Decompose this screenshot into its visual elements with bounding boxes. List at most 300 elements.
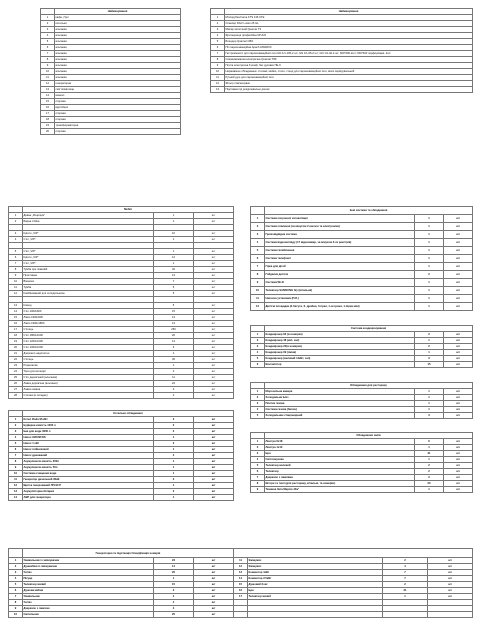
table-row <box>251 362 473 368</box>
item-unit: шт <box>194 588 234 594</box>
item-name: Стіл 1000х600 <box>23 309 154 315</box>
item-unit: шт <box>444 332 473 338</box>
table-row <box>251 279 473 287</box>
item-unit: шт <box>444 487 473 493</box>
item-unit: шт <box>444 215 473 223</box>
item-quantity: 1 <box>154 261 194 267</box>
item-unit: шт <box>194 612 234 618</box>
item-quantity: 1 <box>415 255 444 263</box>
item-name: Бра <box>265 451 415 457</box>
row-number: 17 <box>9 327 23 333</box>
row-number: 6 <box>41 45 55 51</box>
item-unit: шт <box>194 237 234 243</box>
row-number: 23 <box>9 363 23 369</box>
row-number: 6 <box>251 362 265 368</box>
item-quantity: 1 <box>154 447 194 453</box>
item-unit: шт <box>444 401 473 407</box>
row-number: 12 <box>9 291 23 297</box>
table-header: Меблі <box>23 207 234 213</box>
item-name: Дзеркало з лампами <box>265 475 415 481</box>
item-quantity: 2 <box>154 369 194 375</box>
item-name: кафе „Грог <box>55 15 181 21</box>
row-number: 28 <box>9 393 23 399</box>
item-name: Змішувач <box>248 558 383 564</box>
item-unit: шт <box>444 255 473 263</box>
item-unit: шт <box>444 263 473 271</box>
item-name: Плита електрична 6 конф. без духовки ПЕ-6 <box>225 63 473 69</box>
item-unit: шт <box>194 582 234 588</box>
item-name: Душкабіна із змішувачем <box>23 564 154 570</box>
item-unit: шт <box>444 469 473 475</box>
item-quantity: 1 <box>415 295 444 303</box>
item-quantity: 4 <box>154 606 194 612</box>
item-unit: шт <box>444 481 473 487</box>
item-name: АВР для генератора <box>23 495 154 501</box>
item-name: Гойдалка дитяча <box>265 271 415 279</box>
item-name: генераторна <box>55 81 181 87</box>
row-number: 4 <box>9 576 23 582</box>
table-header: Генераторна та підстанція Спеціфікація номерів <box>23 549 234 558</box>
item-name: Система очищення води <box>23 471 154 477</box>
item-name: Кондиціонер 48 (міл. зал) <box>265 338 415 344</box>
item-unit: шт <box>194 315 234 321</box>
item-unit: шт <box>194 465 234 471</box>
item-name: Телевізор SAMSUNG б/у (вітальня) <box>265 287 415 295</box>
row-number: 12 <box>211 81 225 87</box>
item-quantity: 2 <box>415 344 444 350</box>
item-unit: шт <box>444 279 473 287</box>
item-unit: шт <box>194 429 234 435</box>
item-name: Котел Roda 96 кВт <box>23 417 154 423</box>
item-quantity: 2 <box>383 558 428 564</box>
item-unit: шт <box>444 395 473 401</box>
row-number: 3 <box>251 231 265 239</box>
furniture-table <box>8 206 233 399</box>
row-number: 1 <box>41 15 55 21</box>
item-name: Насос 1 кВт <box>23 441 154 447</box>
item-quantity: 4 <box>154 594 194 600</box>
item-unit: шт <box>444 439 473 445</box>
row-number: 14 <box>9 309 23 315</box>
item-quantity: 13 <box>154 315 194 321</box>
row-number: 5 <box>251 413 265 419</box>
item-quantity: 15 <box>154 582 194 588</box>
item-unit: шт <box>444 287 473 295</box>
table-row <box>251 413 473 419</box>
row-number: 5 <box>9 249 23 255</box>
row-number: 13 <box>211 87 225 93</box>
row-number: 9 <box>211 63 225 69</box>
item-name: Насос дренажний <box>23 453 154 459</box>
item-name: Умивальник <box>23 594 154 600</box>
row-number: 7 <box>9 594 23 600</box>
item-quantity: 1 <box>154 465 194 471</box>
item-quantity: 11 <box>154 375 194 381</box>
row-number: 15 <box>41 99 55 105</box>
item-quantity: 2 <box>154 423 194 429</box>
item-quantity: 12 <box>154 255 194 261</box>
item-unit: шт <box>194 267 234 273</box>
item-unit: шт <box>444 271 473 279</box>
table-header: Котельня обладнання <box>23 411 234 417</box>
item-quantity: 5 <box>154 285 194 291</box>
table-row <box>41 129 181 135</box>
item-name: Кондиціонер 60 (в номерах) <box>265 332 415 338</box>
item-unit: шт <box>194 477 234 483</box>
item-unit: шт <box>428 558 473 564</box>
item-quantity: 1 <box>154 219 194 225</box>
item-unit: шт <box>444 389 473 395</box>
item-name: Генератор дизельний 30кВ <box>23 477 154 483</box>
row-number: 7 <box>251 475 265 481</box>
item-name: Нержавіюче обладнання: стелажі, мийки, столи, стенд для пароконвекційної печі, візок сервірувальний <box>225 69 473 75</box>
row-number: 6 <box>9 588 23 594</box>
row-number: 7 <box>211 51 225 57</box>
item-name: Конвектор 1кВт <box>248 570 383 576</box>
item-unit: шт <box>194 357 234 363</box>
item-name: Телевізор <box>265 469 415 475</box>
item-quantity: 15 <box>154 309 194 315</box>
table-row <box>251 255 473 263</box>
item-name: Ручний душ для пароконвекційної печі <box>225 75 473 81</box>
item-unit: шт <box>444 451 473 457</box>
item-unit: шт <box>194 447 234 453</box>
row-number: 12 <box>251 303 265 311</box>
item-unit: шт <box>444 356 473 362</box>
item-quantity: 1 <box>154 471 194 477</box>
row-number: 5 <box>211 39 225 45</box>
item-unit: шт <box>444 362 473 368</box>
halls-table <box>250 432 472 493</box>
row-number: 7 <box>9 261 23 267</box>
item-quantity: 250 <box>154 327 194 333</box>
item-unit: шт <box>194 417 234 423</box>
row-number: 13 <box>9 303 23 309</box>
item-quantity: 26 <box>154 333 194 339</box>
row-number: 11 <box>41 75 55 81</box>
item-unit: шт <box>428 576 473 582</box>
item-quantity: 2 <box>415 475 444 481</box>
rooms-spec-table <box>8 548 472 618</box>
item-unit: шт <box>194 387 234 393</box>
table-row <box>251 271 473 279</box>
item-unit <box>428 612 473 618</box>
item-unit: шт <box>194 291 234 297</box>
row-number: 14 <box>41 93 55 99</box>
item-name: альтанка <box>55 69 181 75</box>
row-number: 9 <box>251 487 265 493</box>
item-quantity: 2 <box>154 429 194 435</box>
item-quantity: 1 <box>415 445 444 451</box>
item-name: огорожа <box>55 99 181 105</box>
item-quantity: 1 <box>415 303 444 311</box>
row-number: 19 <box>41 123 55 129</box>
item-name: трансформаторна <box>55 123 181 129</box>
item-name: Міксер молочний Quamar T2 <box>225 27 473 33</box>
item-quantity: 1 <box>415 457 444 463</box>
item-name: Плитка газова <box>265 401 415 407</box>
item-name: Пісуар <box>23 576 154 582</box>
item-name: котельня <box>55 21 181 27</box>
item-unit: шт <box>194 339 234 345</box>
item-unit: шт <box>194 606 234 612</box>
item-unit: шт <box>194 369 234 375</box>
item-quantity: 2 <box>154 588 194 594</box>
item-quantity: 2 <box>154 393 194 399</box>
row-number: 8 <box>9 267 23 273</box>
item-unit: шт <box>444 407 473 413</box>
item-name: Стіл дерев'яний (альтанки) <box>23 375 154 381</box>
item-name: Диван „Рецепція" <box>23 213 154 219</box>
item-unit: шт <box>444 413 473 419</box>
item-quantity: 1 <box>415 239 444 247</box>
item-unit: шт <box>444 457 473 463</box>
item-name: Стіл „VIP" <box>23 261 154 267</box>
item-name: Душовий бокс <box>248 582 383 588</box>
row-number: 4 <box>251 239 265 247</box>
item-quantity: 2 <box>154 441 194 447</box>
item-name: Роздягалка <box>23 363 154 369</box>
item-name: альтанка <box>55 63 181 69</box>
item-quantity: 1 <box>383 594 428 600</box>
item-unit: шт <box>444 295 473 303</box>
row-number: 9 <box>9 465 23 471</box>
item-unit: шт <box>194 564 234 570</box>
item-unit: шт <box>444 445 473 451</box>
item-name: Стіл „VIP" <box>23 237 154 243</box>
row-number: 4 <box>251 350 265 356</box>
table-header: Система кондиціонування <box>265 326 473 332</box>
item-unit: шт <box>194 435 234 441</box>
row-number: 2 <box>9 219 23 225</box>
item-unit: шт <box>428 564 473 570</box>
table-row <box>211 87 473 93</box>
item-quantity: 1 <box>415 279 444 287</box>
item-name: відстійник <box>55 105 181 111</box>
item-quantity: 1 <box>154 483 194 489</box>
item-name: Трон для молодят <box>23 369 154 375</box>
row-number: 13 <box>41 87 55 93</box>
row-number: 18 <box>9 333 23 339</box>
item-unit: шт <box>194 459 234 465</box>
item-quantity: 3 <box>415 356 444 362</box>
item-name: сміттєзвалище <box>55 87 181 93</box>
row-number: 11 <box>211 75 225 81</box>
row-number: 2 <box>41 21 55 27</box>
item-unit: шт <box>194 495 234 501</box>
item-name: Щиток генерований ПП-90 Р <box>23 483 154 489</box>
item-quantity: 7 <box>154 279 194 285</box>
item-name: Спаклер RGV Lusso 25 GL <box>225 21 473 27</box>
row-number: 16 <box>41 105 55 111</box>
item-unit: шт <box>194 255 234 261</box>
item-unit: шт <box>194 423 234 429</box>
item-name: альтанка <box>55 33 181 39</box>
buildings-table <box>40 8 180 135</box>
item-quantity: 1 <box>154 495 194 501</box>
table-row <box>9 612 473 618</box>
item-name: мангал <box>55 93 181 99</box>
table-row <box>251 303 473 311</box>
row-number: 13 <box>9 489 23 495</box>
item-unit: шт <box>194 483 234 489</box>
item-unit: шт <box>194 309 234 315</box>
item-quantity: 15 <box>415 362 444 368</box>
item-name: Унітаз <box>23 570 154 576</box>
row-number: 3 <box>251 344 265 350</box>
row-number: 4 <box>251 457 265 463</box>
row-number: 27 <box>9 387 23 393</box>
row-number: 4 <box>251 407 265 413</box>
item-name: огорожа <box>55 117 181 123</box>
row-number: 10 <box>9 279 23 285</box>
item-name: Холодильна Бліз <box>265 395 415 401</box>
item-name: Стілець <box>23 357 154 363</box>
item-name: Лавка кована <box>23 387 154 393</box>
item-unit: шт <box>444 350 473 356</box>
item-name: Бак для води 3000 л <box>23 429 154 435</box>
item-unit: шт <box>194 600 234 606</box>
item-quantity: 1 <box>154 351 194 357</box>
item-name: Дитяча площадка (2-батути, 6- драбин, 3-гірки, 1-огорожа, 1-пірна міні) <box>265 303 415 311</box>
item-name: Дзеркало з лампою <box>23 606 154 612</box>
row-number: 20 <box>41 129 55 135</box>
item-name: Світломузика <box>265 457 415 463</box>
item-quantity: 1 <box>154 435 194 441</box>
item-name <box>248 612 383 618</box>
item-quantity: 4 <box>383 564 428 570</box>
item-quantity: 31 <box>383 588 428 594</box>
row-number: 14 <box>9 495 23 501</box>
item-quantity: 1 <box>415 395 444 401</box>
item-quantity: 1 <box>154 249 194 255</box>
table-header: Обладнання для ресторану <box>265 383 473 389</box>
row-number: 10 <box>9 471 23 477</box>
row-number: 1 <box>9 417 23 423</box>
item-quantity: 1 <box>415 401 444 407</box>
row-number: 15 <box>9 315 23 321</box>
item-name: Люстра 1х10 <box>265 445 415 451</box>
item-name: альтанка <box>55 45 181 51</box>
item-unit: шт <box>194 273 234 279</box>
row-number: 17 <box>41 111 55 117</box>
item-quantity: 13 <box>154 321 194 327</box>
row-number: 5 <box>251 463 265 469</box>
item-name: альтанка <box>55 51 181 57</box>
item-unit: шт <box>444 475 473 481</box>
row-number: 1 <box>251 389 265 395</box>
row-number: 10 <box>211 69 225 75</box>
item-name: Система відеонагляду (17 відеокамер, за мінусом 2-ох реєстрів) <box>265 239 415 247</box>
table-header: Найменування <box>55 9 181 15</box>
item-quantity: 1 <box>415 338 444 344</box>
item-unit: шт <box>194 327 234 333</box>
item-name: Вішалка <box>23 279 154 285</box>
item-name: Стіл 1000х1000 <box>23 345 154 351</box>
item-quantity: 36 <box>154 357 194 363</box>
item-name: Система охоронної сигналізації <box>265 215 415 223</box>
row-number: 5 <box>251 247 265 255</box>
item-quantity: 14 <box>154 564 194 570</box>
item-name: Насос GRUNFOS <box>23 435 154 441</box>
item-name: огорожа <box>55 129 181 135</box>
row-number: 1 <box>9 558 23 564</box>
row-number: 17 <box>234 594 248 600</box>
item-name: Система Wi-Fi <box>265 279 415 287</box>
item-name: Морозильна камера <box>265 389 415 395</box>
row-number: 1 <box>9 213 23 219</box>
row-number: 1 <box>211 15 225 21</box>
item-unit: шт <box>194 261 234 267</box>
row-number: 6 <box>251 469 265 475</box>
row-number: 6 <box>9 255 23 261</box>
table-row <box>251 215 473 223</box>
row-number: 9 <box>41 63 55 69</box>
row-number: 2 <box>251 395 265 401</box>
item-name: Кондиціонер (великий 14кВт, зал) <box>265 356 415 362</box>
item-quantity: 3 <box>415 413 444 419</box>
conditioning-table <box>250 325 472 368</box>
row-number: 16 <box>9 321 23 327</box>
item-quantity: 2 <box>154 489 194 495</box>
row-number: 4 <box>9 435 23 441</box>
item-name: Стіл 1200х1000 <box>23 339 154 345</box>
item-unit: шт <box>194 594 234 600</box>
item-name: Комод <box>23 303 154 309</box>
item-quantity <box>383 612 428 618</box>
row-number: 6 <box>211 45 225 51</box>
row-number: 6 <box>251 255 265 263</box>
item-quantity: 1 <box>415 389 444 395</box>
item-name: Акумулююча ємність 50л <box>23 465 154 471</box>
item-name: Підставка під розділювальні дошки <box>225 87 473 93</box>
item-quantity: 1 <box>415 215 444 223</box>
item-unit: шт <box>194 213 234 219</box>
row-number: 3 <box>9 231 23 237</box>
row-number: 8 <box>251 271 265 279</box>
item-name: Насосна установка (П.П.) <box>265 295 415 303</box>
item-name: Гірка для дітей <box>265 263 415 271</box>
item-quantity: 22 <box>154 381 194 387</box>
item-name: Система газова (балон) <box>265 407 415 413</box>
item-name: Комбінований для холодильника <box>23 291 154 297</box>
item-unit: шт <box>194 303 234 309</box>
item-name: Акумуляторна батарея <box>23 489 154 495</box>
item-unit: шт <box>194 570 234 576</box>
row-number: 11 <box>251 295 265 303</box>
item-name: Стелаж (в складах) <box>23 393 154 399</box>
boiler-table <box>8 410 233 501</box>
item-quantity: 7 <box>383 570 428 576</box>
row-number: 12 <box>9 483 23 489</box>
row-number: 6 <box>9 447 23 453</box>
item-name: Кондиціонер 09 (зміна) <box>265 350 415 356</box>
row-number: 4 <box>211 33 225 39</box>
row-number: 2 <box>251 445 265 451</box>
item-name: Тканина біла Марсіа 44м² <box>265 487 415 493</box>
item-name: Люстра 6х18 <box>265 439 415 445</box>
row-number: 16 <box>234 588 248 594</box>
item-name: Піч пароконвекційна Apach ASWRXC <box>225 45 473 51</box>
item-name: Громовідвідна система <box>265 231 415 239</box>
row-number: 7 <box>9 453 23 459</box>
row-number: 1 <box>251 439 265 445</box>
item-quantity: 1 <box>154 363 194 369</box>
item-quantity: 1 <box>154 459 194 465</box>
item-name: альтанка <box>55 27 181 33</box>
item-quantity: 2 <box>415 271 444 279</box>
row-number: 26 <box>9 381 23 387</box>
